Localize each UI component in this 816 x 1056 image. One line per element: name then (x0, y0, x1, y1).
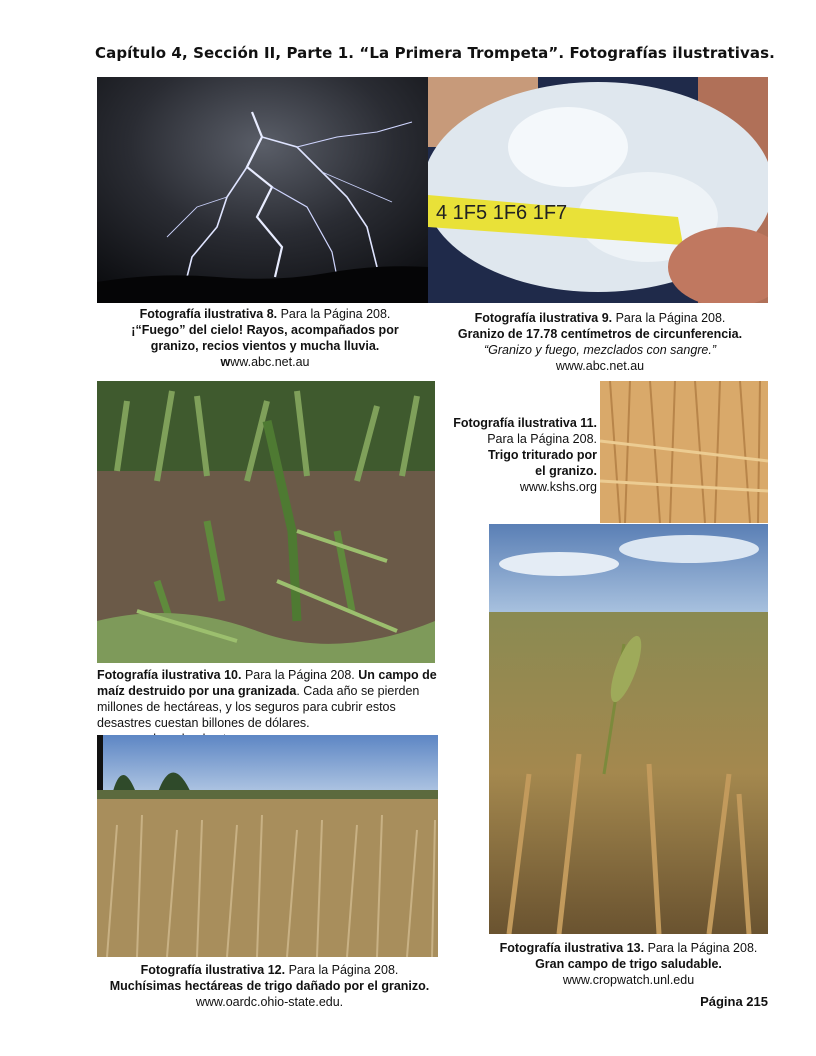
crushed-wheat-photo (600, 381, 768, 523)
caption-11-url: www.kshs.org (519, 480, 597, 494)
caption-9-url: www.abc.net.au (555, 359, 645, 373)
caption-10-rest: . Cada año se pierden millones de hectáreas, y los seguros para cubrir estos desastres cuestan billones de dólares. (97, 684, 420, 730)
caption-11-page: Para la Página 208. (487, 432, 597, 446)
caption-12-label: Fotografía ilustrativa 12. (140, 963, 286, 977)
caption-photo-8 (120, 306, 410, 370)
caption-8-text: ¡“Fuego” del cielo! Rayos, acompañados por granizo, recios vientos y mucha lluvia. (131, 323, 399, 353)
caption-photo-11 (440, 415, 597, 495)
caption-11-label: Fotografía ilustrativa 11. (453, 416, 597, 430)
caption-10-page: Para la Página 208. (241, 668, 359, 682)
damaged-wheat-field-photo (97, 735, 438, 957)
caption-12-url: www.oardc.ohio-state.edu. (195, 995, 344, 1009)
caption-13-label: Fotografía ilustrativa 13. (499, 941, 645, 955)
caption-8-url-bold: w (220, 355, 231, 369)
caption-12-page: Para la Página 208. (285, 963, 399, 977)
caption-9-text: Granizo de 17.78 centímetros de circunferencia. (457, 327, 743, 341)
caption-13-page: Para la Página 208. (644, 941, 758, 955)
healthy-wheat-field-photo (489, 524, 768, 934)
caption-8-label: Fotografía ilustrativa 8. (139, 307, 278, 321)
caption-9-label: Fotografía ilustrativa 9. (474, 311, 613, 325)
caption-photo-12 (97, 962, 442, 1010)
caption-13-text: Gran campo de trigo saludable. (535, 957, 722, 971)
caption-8-url: ww.abc.net.au (230, 355, 310, 369)
caption-photo-13 (489, 940, 768, 988)
lightning-storm-photo (97, 77, 428, 303)
caption-12-text: Muchísimas hectáreas de trigo dañado por el granizo. (109, 979, 430, 993)
caption-11-text2: el granizo. (535, 464, 597, 478)
caption-photo-9 (435, 310, 765, 374)
caption-8-page: Para la Página 208. (277, 307, 391, 321)
page-number: Página 215 (700, 994, 768, 1009)
destroyed-corn-field-photo (97, 381, 435, 663)
caption-10-bold: Un campo de maíz destruido por una granizada (97, 668, 437, 698)
caption-13-url: www.cropwatch.unl.edu (562, 973, 695, 987)
caption-9-quote: “Granizo y fuego, mezclados con sangre.” (483, 343, 717, 357)
caption-9-page: Para la Página 208. (612, 311, 726, 325)
svg-text:4 1F5 1F6 1F7: 4 1F5 1F6 1F7 (436, 202, 568, 224)
hailstone-measure-photo (428, 77, 768, 303)
caption-10-label: Fotografía ilustrativa 10. (97, 668, 242, 682)
caption-11-text1: Trigo triturado por (487, 448, 597, 462)
page-title: Capítulo 4, Sección II, Parte 1. “La Primera Trompeta”. Fotografías ilustrativas. (95, 44, 775, 62)
